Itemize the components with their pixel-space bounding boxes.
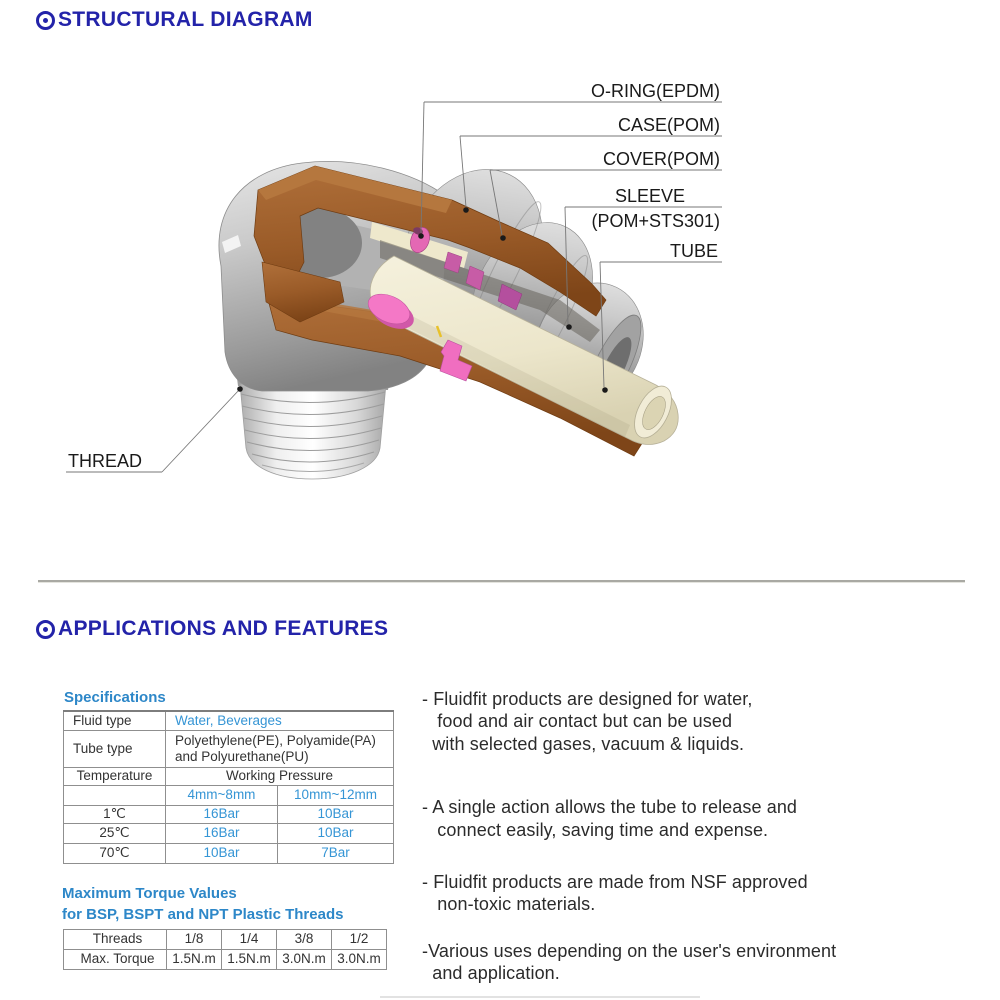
spec-t70-c1: 10Bar xyxy=(166,843,278,863)
spec-t1-c2: 10Bar xyxy=(278,805,394,823)
label-cover: COVER(POM) xyxy=(603,149,720,169)
applications-features-heading xyxy=(36,617,388,641)
spec-tube-value: Polyethylene(PE), Polyamide(PA) and Polyurethane(PU) xyxy=(166,730,394,767)
spec-empty-cell xyxy=(64,785,166,805)
spec-tube-label: Tube type xyxy=(64,730,166,767)
feature-item xyxy=(422,871,962,916)
spec-temp-70: 70℃ xyxy=(64,843,166,863)
feature-3-line2: non-toxic materials. xyxy=(422,894,596,915)
torque-header-label: Threads xyxy=(64,930,167,950)
table-row xyxy=(64,711,394,730)
torque-title-line1: Maximum Torque Values xyxy=(62,885,237,902)
structural-diagram-title: STRUCTURAL DIAGRAM xyxy=(58,8,313,31)
spec-t1-c1: 16Bar xyxy=(166,805,278,823)
torque-header-c4: 1/2 xyxy=(332,930,387,950)
feature-2-line2: connect easily, saving time and expense. xyxy=(422,819,769,840)
table-row xyxy=(64,785,394,805)
torque-row-label: Max. Torque xyxy=(64,950,167,970)
feature-4-line2: and application. xyxy=(422,963,560,984)
spec-size-large: 10mm~12mm xyxy=(278,785,394,805)
section-bullet-icon xyxy=(36,620,55,639)
torque-table xyxy=(63,929,387,970)
feature-item xyxy=(422,796,962,841)
table-row xyxy=(64,823,394,843)
section-divider xyxy=(38,580,965,582)
torque-row-c3: 3.0N.m xyxy=(277,950,332,970)
spec-fluid-label: Fluid type xyxy=(64,711,166,730)
spec-pressure-header: Working Pressure xyxy=(166,767,394,785)
feature-3-line1: - Fluidfit products are made from NSF approved xyxy=(422,872,808,893)
spec-temp-label: Temperature xyxy=(64,767,166,785)
thread-stud xyxy=(240,384,386,479)
feature-1-line3: with selected gases, vacuum & liquids. xyxy=(422,733,745,754)
specifications-table xyxy=(63,710,394,864)
spec-t25-c2: 10Bar xyxy=(278,823,394,843)
spec-t25-c1: 16Bar xyxy=(166,823,278,843)
feature-item xyxy=(422,940,962,985)
torque-row-c4: 3.0N.m xyxy=(332,950,387,970)
torque-header-c1: 1/8 xyxy=(167,930,222,950)
applications-features-title: APPLICATIONS AND FEATURES xyxy=(58,617,389,640)
torque-table-title xyxy=(62,883,343,925)
label-oring: O-RING(EPDM) xyxy=(591,81,720,101)
label-thread: THREAD xyxy=(68,451,143,471)
torque-row-c2: 1.5N.m xyxy=(222,950,277,970)
feature-item xyxy=(422,688,962,755)
spec-fluid-value: Water, Beverages xyxy=(166,711,394,730)
torque-row-c1: 1.5N.m xyxy=(167,950,222,970)
features-list xyxy=(422,688,962,985)
table-row xyxy=(64,950,387,970)
spec-temp-25: 25℃ xyxy=(64,823,166,843)
table-row xyxy=(64,767,394,785)
feature-1-line1: - Fluidfit products are designed for water, xyxy=(422,689,753,709)
torque-header-c2: 1/4 xyxy=(222,930,277,950)
label-sleeve-line1: SLEEVE xyxy=(614,186,686,206)
spec-temp-1: 1℃ xyxy=(64,805,166,823)
table-row xyxy=(64,730,394,767)
spec-size-small: 4mm~8mm xyxy=(166,785,278,805)
label-tube: TUBE xyxy=(669,241,718,261)
spec-t70-c2: 7Bar xyxy=(278,843,394,863)
feature-2-line1: - A single action allows the tube to release and xyxy=(422,797,798,818)
label-case: CASE(POM) xyxy=(617,115,720,135)
torque-header-c3: 3/8 xyxy=(277,930,332,950)
label-sleeve-line2: (POM+STS301) xyxy=(591,211,720,231)
table-row xyxy=(64,843,394,863)
table-row xyxy=(64,930,387,950)
spec-table-title: Specifications xyxy=(64,689,166,706)
table-row xyxy=(64,805,394,823)
feature-4-line1: -Various uses depending on the user's environment xyxy=(422,940,837,961)
feature-1-line2: food and air contact but can be used xyxy=(422,711,733,732)
bottom-edge-line xyxy=(380,996,700,998)
torque-title-line2: for BSP, BSPT and NPT Plastic Threads xyxy=(62,906,344,923)
